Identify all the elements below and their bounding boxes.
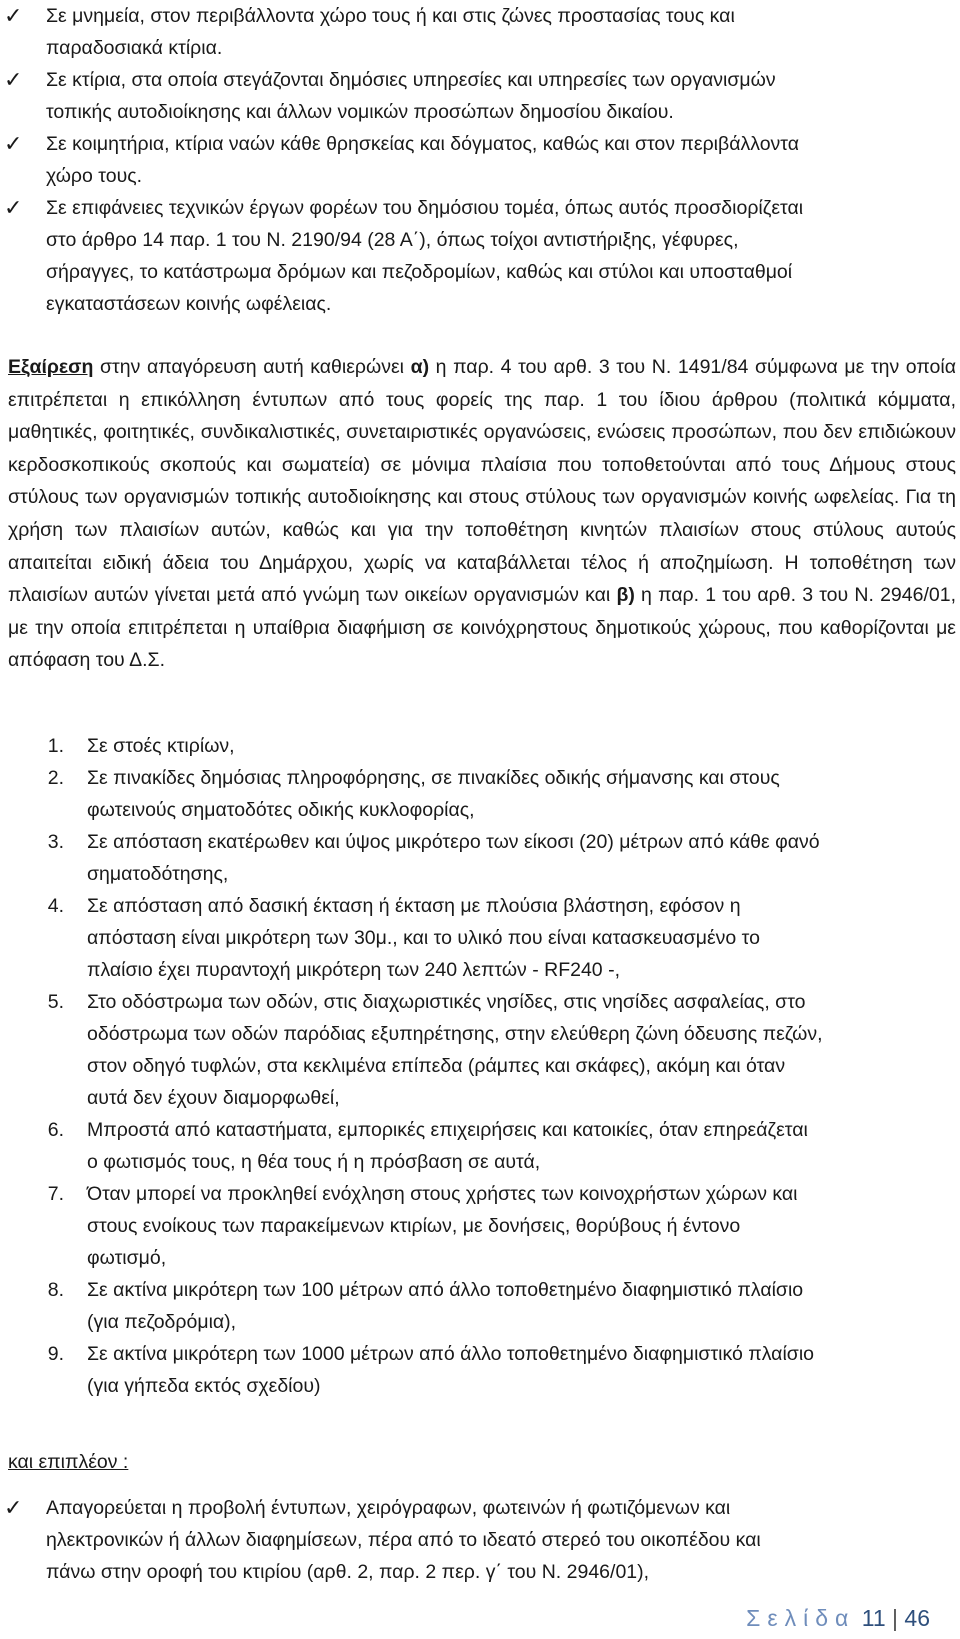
list-text bbox=[87, 890, 956, 986]
list-line: φωτισμό, bbox=[87, 1247, 167, 1269]
list-line: Σε απόσταση εκατέρωθεν και ύψος μικρότερο των είκοσι (20) μέτρων από κάθε φανό bbox=[87, 831, 820, 853]
list-item bbox=[0, 986, 960, 1114]
bullet-line: στο άρθρο 14 παρ. 1 του Ν. 2190/94 (28 Α΄), όπως τοίχοι αντιστήριξης, γέφυρες, bbox=[46, 229, 739, 251]
list-line: στους ενοίκους των παρακείμενων κτιρίων, με δονήσεις, θορύβους ή έντονο bbox=[87, 1215, 741, 1237]
list-number: 6. bbox=[47, 1119, 64, 1141]
bullet-item bbox=[0, 128, 960, 192]
bullet-line: τοπικής αυτοδιοίκησης και άλλων νομικών προσώπων δημοσίου δικαίου. bbox=[46, 101, 674, 123]
list-number: 3. bbox=[47, 831, 64, 853]
checkmark-icon: ✓ bbox=[4, 195, 23, 220]
list-number: 5. bbox=[47, 991, 64, 1013]
list-line: οδόστρωμα των οδών παρόδιας εξυπηρέτησης, στην ελεύθερη ζώνη όδευσης πεζών, bbox=[87, 1023, 823, 1045]
exception-text: η παρ. 4 του αρθ. 3 του Ν. 1491/84 σύμφωνα με την οποία επιτρέπεται η επικόλληση έντυπων από τους φορείς της παρ. 1 του ίδιου άρθρου (πολιτικά κόμματα, μαθητικές, φοιτητικές, συνδικαλιστικές, συνεταιριστικές οργανώσεις, ενώσεις προσώπων, που δεν επιδιώκουν κερδοσκοπικούς σκοπούς και σωματεία) σε μόνιμα πλαίσια που τοποθετούνται από τους Δήμους στους στύλους των οργανισμών τοπικής αυτοδιοίκησης και στους στύλους των οργανισμών κοινής ωφελείας. Για τη χρήση των πλαισίων αυτών, καθώς και για την τοποθέτηση κινητών πλαισίων στους στύλους αυτούς απαιτείται ειδική άδεια του Δημάρχου, χωρίς να καταβάλλεται τέλος ή αποζημίωση. Η τοποθέτηση των πλαισίων αυτών γίνεται μετά από γνώμη των οικείων οργανισμών και bbox=[8, 356, 956, 607]
list-line: πλαίσιο έχει πυραντοχή μικρότερη των 240 λεπτών - RF240 -, bbox=[87, 959, 620, 981]
exception-marker-b: β) bbox=[616, 584, 635, 607]
list-line: (για γήπεδα εκτός σχεδίου) bbox=[87, 1375, 321, 1397]
list-line: Στο οδόστρωμα των οδών, στις διαχωριστικές νησίδες, στις νησίδες ασφαλείας, στο bbox=[87, 991, 806, 1013]
list-text bbox=[87, 1178, 956, 1274]
checkmark-icon: ✓ bbox=[4, 67, 23, 92]
list-line: Σε απόσταση από δασική έκταση ή έκταση με πλούσια βλάστηση, εφόσον η bbox=[87, 895, 741, 917]
checkmark-icon: ✓ bbox=[4, 3, 23, 28]
list-line: Σε στοές κτιρίων, bbox=[87, 735, 235, 757]
exception-text: η παρ. 1 του αρθ. 3 του Ν. 2946/01, με την οποία επιτρέπεται η υπαίθρια διαφήμιση σε κοινόχρηστους δημοτικούς χώρους, που καθορίζονται με απόφαση του Δ.Σ. bbox=[8, 584, 956, 672]
checkmark-icon: ✓ bbox=[4, 131, 23, 156]
list-item bbox=[0, 1178, 960, 1274]
bullet-line: Απαγορεύεται η προβολή έντυπων, χειρόγραφων, φωτεινών ή φωτιζόμενων και bbox=[46, 1497, 731, 1519]
page-footer bbox=[746, 1603, 930, 1633]
list-text bbox=[87, 826, 956, 890]
bullet-line: παραδοσιακά κτίρια. bbox=[46, 37, 223, 59]
list-number: 2. bbox=[47, 767, 64, 789]
page-number: 11 bbox=[861, 1605, 886, 1631]
list-item bbox=[0, 730, 960, 762]
list-item bbox=[0, 890, 960, 986]
exception-text: στην απαγόρευση αυτή καθιερώνει bbox=[93, 356, 411, 378]
exception-label: Εξαίρεση bbox=[8, 356, 94, 378]
page-word: Σελίδα bbox=[746, 1605, 856, 1631]
list-text bbox=[87, 1114, 956, 1178]
list-line: απόσταση είναι μικρότερη των 30μ., και το υλικό που είναι κατασκευασμένο το bbox=[87, 927, 760, 949]
list-line: αυτά δεν έχουν διαμορφωθεί, bbox=[87, 1087, 340, 1109]
list-number: 8. bbox=[47, 1279, 64, 1301]
bullet-text bbox=[46, 128, 950, 192]
list-item bbox=[0, 762, 960, 826]
bullet-line: Σε μνημεία, στον περιβάλλοντα χώρο τους ή και στις ζώνες προστασίας τους και bbox=[46, 5, 735, 27]
bullet-line: Σε κοιμητήρια, κτίρια ναών κάθε θρησκείας και δόγματος, καθώς και στον περιβάλλοντα bbox=[46, 133, 799, 155]
bullet-line: Σε κτίρια, στα οποία στεγάζονται δημόσιες υπηρεσίες και υπηρεσίες των οργανισμών bbox=[46, 69, 776, 91]
bullet-text bbox=[46, 0, 950, 64]
bullet-text bbox=[46, 64, 950, 128]
list-item bbox=[0, 1338, 960, 1402]
bullet-line: πάνω στην οροφή του κτιρίου (αρθ. 2, παρ. 2 περ. γ΄ του Ν. 2946/01), bbox=[46, 1561, 650, 1583]
bullet-item bbox=[0, 1492, 960, 1588]
list-number: 9. bbox=[47, 1343, 64, 1365]
additional-heading: και επιπλέον : bbox=[8, 1451, 129, 1473]
list-number: 4. bbox=[47, 895, 64, 917]
bullet-item bbox=[0, 192, 960, 320]
list-number: 1. bbox=[47, 735, 64, 757]
list-line: Σε ακτίνα μικρότερη των 1000 μέτρων από άλλο τοποθετημένο διαφημιστικό πλαίσιο bbox=[87, 1343, 814, 1365]
bullet-item bbox=[0, 0, 960, 64]
list-line: σηματοδότησης, bbox=[87, 863, 229, 885]
additional-bullet-list bbox=[0, 1492, 960, 1588]
list-text bbox=[87, 762, 956, 826]
exception-marker-a: α) bbox=[410, 356, 430, 378]
list-line: Μπροστά από καταστήματα, εμπορικές επιχειρήσεις και κατοικίες, όταν επηρεάζεται bbox=[87, 1119, 808, 1141]
list-line: ο φωτισμός τους, η θέα τους ή η πρόσβαση σε αυτά, bbox=[87, 1151, 541, 1173]
bullet-line: εγκαταστάσεων κοινής ωφέλειας. bbox=[46, 293, 332, 315]
bullet-text bbox=[46, 1492, 950, 1588]
list-item bbox=[0, 826, 960, 890]
bullet-line: σήραγγες, το κατάστρωμα δρόμων και πεζοδρομίων, καθώς και στύλοι και υποσταθμοί bbox=[46, 261, 793, 283]
bullet-line: Σε επιφάνειες τεχνικών έργων φορέων του δημόσιου τομέα, όπως αυτός προσδιορίζεται bbox=[46, 197, 804, 219]
numbered-list bbox=[0, 730, 960, 1402]
bullet-line: ηλεκτρονικών ή άλλων διαφημίσεων, πέρα από το ιδεατό στερεό του οικοπέδου και bbox=[46, 1529, 761, 1551]
checkmark-icon: ✓ bbox=[4, 1495, 23, 1520]
total-pages: 46 bbox=[904, 1605, 930, 1631]
list-number: 7. bbox=[47, 1183, 64, 1205]
list-text bbox=[87, 1274, 956, 1338]
list-line: Όταν μπορεί να προκληθεί ενόχληση στους χρήστες των κοινοχρήστων χώρων και bbox=[87, 1183, 798, 1205]
exception-paragraph bbox=[8, 351, 956, 677]
list-item bbox=[0, 1274, 960, 1338]
list-text bbox=[87, 1338, 956, 1402]
bullet-text bbox=[46, 192, 950, 320]
restriction-bullet-list bbox=[0, 0, 960, 320]
bullet-line: χώρο τους. bbox=[46, 165, 143, 187]
list-line: (για πεζοδρόμια), bbox=[87, 1311, 237, 1333]
list-item bbox=[0, 1114, 960, 1178]
list-text bbox=[87, 986, 956, 1114]
list-line: Σε ακτίνα μικρότερη των 100 μέτρων από άλλο τοποθετημένο διαφημιστικό πλαίσιο bbox=[87, 1279, 804, 1301]
list-line: φωτεινούς σηματοδότες οδικής κυκλοφορίας, bbox=[87, 799, 475, 821]
page-separator: | bbox=[892, 1605, 899, 1631]
list-text bbox=[87, 730, 956, 762]
list-line: Σε πινακίδες δημόσιας πληροφόρησης, σε πινακίδες οδικής σήμανσης και στους bbox=[87, 767, 780, 789]
list-line: στον οδηγό τυφλών, στα κεκλιμένα επίπεδα (ράμπες και σκάφες), ακόμη και όταν bbox=[87, 1055, 786, 1077]
bullet-item bbox=[0, 64, 960, 128]
